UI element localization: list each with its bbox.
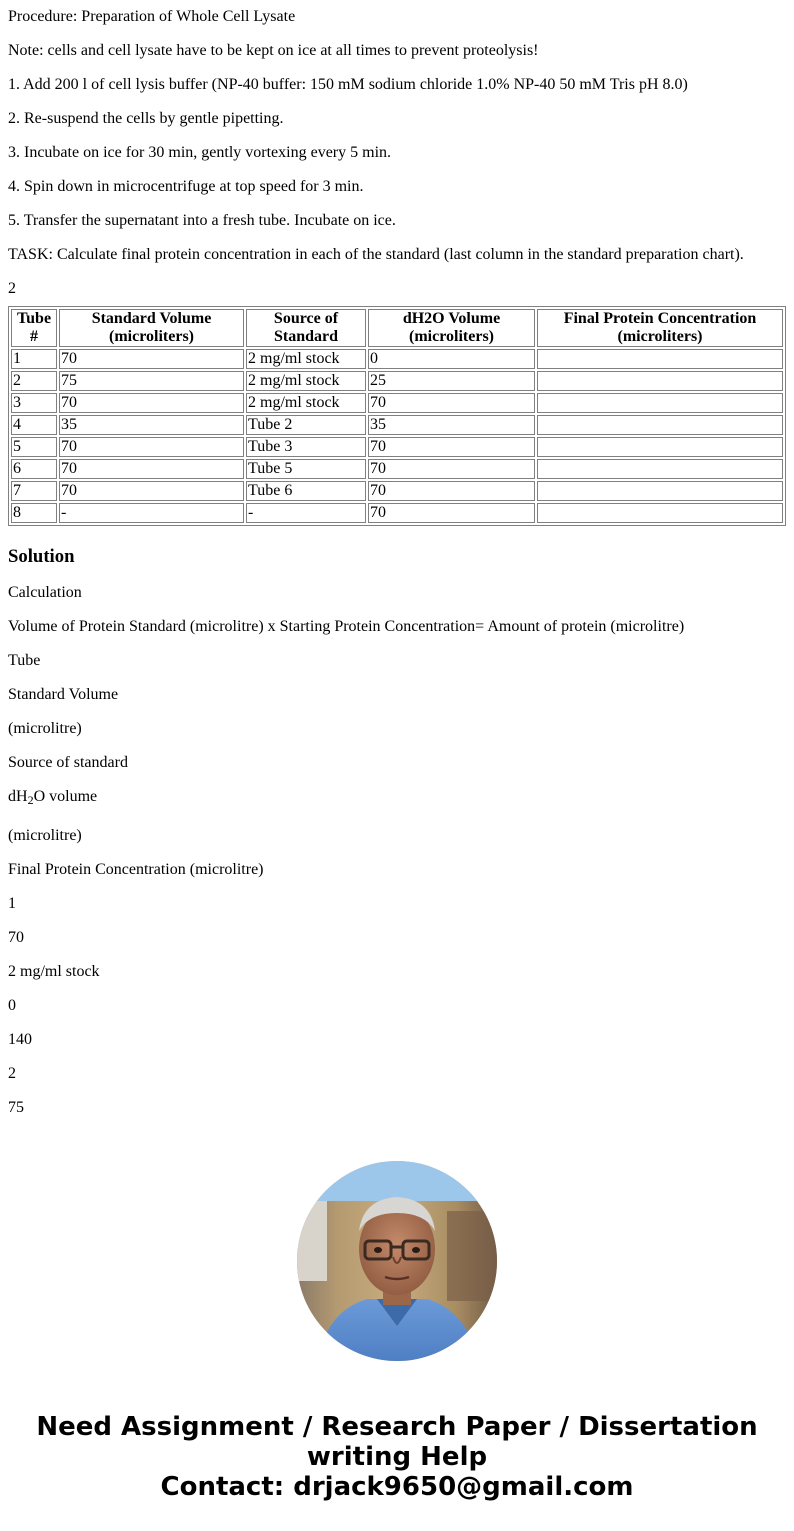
cell-dh2o-volume: 25 bbox=[368, 371, 535, 391]
cell-final-concentration bbox=[537, 371, 783, 391]
cell-source: 2 mg/ml stock bbox=[246, 349, 366, 369]
author-portrait-graphic bbox=[297, 1161, 497, 1361]
solution-col-dh2o-volume bbox=[8, 788, 786, 806]
cell-standard-volume: - bbox=[59, 503, 244, 523]
solution-col-final: Final Protein Concentration (microlitre) bbox=[8, 861, 264, 878]
solution-col-standard-unit: (microlitre) bbox=[8, 720, 82, 737]
cell-source: Tube 6 bbox=[246, 481, 366, 501]
cell-tube: 5 bbox=[11, 437, 57, 457]
table-row bbox=[11, 415, 783, 435]
cell-standard-volume: 70 bbox=[59, 459, 244, 479]
cell-standard-volume: 70 bbox=[59, 481, 244, 501]
solution-value: 75 bbox=[8, 1099, 24, 1116]
cell-final-concentration bbox=[537, 415, 783, 435]
cell-source: Tube 3 bbox=[246, 437, 366, 457]
cell-dh2o-volume: 70 bbox=[368, 393, 535, 413]
solution-value: 2 mg/ml stock bbox=[8, 963, 100, 980]
solution-value: 1 bbox=[8, 895, 16, 912]
cell-tube: 3 bbox=[11, 393, 57, 413]
cell-final-concentration bbox=[537, 459, 783, 479]
procedure-step-5: 5. Transfer the supernatant into a fresh tube. Incubate on ice. bbox=[8, 212, 396, 229]
cell-tube: 6 bbox=[11, 459, 57, 479]
cell-source: Tube 2 bbox=[246, 415, 366, 435]
procedure-step-4: 4. Spin down in microcentrifuge at top speed for 3 min. bbox=[8, 178, 364, 195]
table-row bbox=[11, 349, 783, 369]
procedure-title: Procedure: Preparation of Whole Cell Lysate bbox=[8, 8, 296, 25]
cell-source: 2 mg/ml stock bbox=[246, 393, 366, 413]
cell-standard-volume: 70 bbox=[59, 349, 244, 369]
cell-tube: 7 bbox=[11, 481, 57, 501]
cell-standard-volume: 35 bbox=[59, 415, 244, 435]
cell-tube: 2 bbox=[11, 371, 57, 391]
cell-dh2o-volume: 70 bbox=[368, 459, 535, 479]
table-row bbox=[11, 503, 783, 523]
cell-tube: 1 bbox=[11, 349, 57, 369]
procedure-step-3: 3. Incubate on ice for 30 min, gently vortexing every 5 min. bbox=[8, 144, 392, 161]
header-dh2o-volume: dH2O Volume (microliters) bbox=[368, 309, 535, 347]
table-row bbox=[11, 371, 783, 391]
cell-dh2o-volume: 70 bbox=[368, 437, 535, 457]
solution-col-standard-volume: Standard Volume bbox=[8, 686, 119, 703]
cell-standard-volume: 70 bbox=[59, 437, 244, 457]
promo-line-1: Need Assignment / Research Paper / Dissertation bbox=[36, 1412, 758, 1442]
solution-col-dh2o-unit: (microlitre) bbox=[8, 827, 82, 844]
cell-final-concentration bbox=[537, 481, 783, 501]
cell-standard-volume: 70 bbox=[59, 393, 244, 413]
cell-tube: 4 bbox=[11, 415, 57, 435]
table-header-row bbox=[11, 309, 783, 347]
cell-source: Tube 5 bbox=[246, 459, 366, 479]
author-photo bbox=[297, 1161, 497, 1361]
header-source: Source of Standard bbox=[246, 309, 366, 347]
solution-value: 140 bbox=[8, 1031, 32, 1048]
procedure-step-1: 1. Add 200 l of cell lysis buffer (NP-40 buffer: 150 mM sodium chloride 1.0% NP-40 50 mM Tris pH 8.0) bbox=[8, 76, 688, 93]
solution-col-tube: Tube bbox=[8, 652, 41, 669]
standard-preparation-table bbox=[8, 306, 786, 526]
header-tube: Tube # bbox=[11, 309, 57, 347]
cell-final-concentration bbox=[537, 393, 783, 413]
solution-col-source: Source of standard bbox=[8, 754, 128, 771]
promo-line-2: writing Help bbox=[306, 1442, 488, 1472]
table-row bbox=[11, 437, 783, 457]
promo-banner bbox=[0, 1412, 794, 1502]
calculation-formula: Volume of Protein Standard (microlitre) x Starting Protein Concentration= Amount of protein (microlitre) bbox=[8, 618, 685, 635]
cell-standard-volume: 75 bbox=[59, 371, 244, 391]
header-final-concentration: Final Protein Concentration (microliters) bbox=[537, 309, 783, 347]
table-row bbox=[11, 393, 783, 413]
solution-value: 0 bbox=[8, 997, 16, 1014]
document-body bbox=[0, 8, 794, 1117]
dh2o-subscript: 2 bbox=[27, 793, 34, 807]
procedure-note: Note: cells and cell lysate have to be kept on ice at all times to prevent proteolysis! bbox=[8, 42, 539, 59]
solution-section bbox=[8, 584, 786, 1117]
procedure-step-2: 2. Re-suspend the cells by gentle pipetting. bbox=[8, 110, 284, 127]
task-statement: TASK: Calculate final protein concentration in each of the standard (last column in the standard preparation chart). bbox=[8, 246, 744, 263]
cell-final-concentration bbox=[537, 437, 783, 457]
promo-contact: Contact: drjack9650@gmail.com bbox=[160, 1472, 634, 1502]
cell-dh2o-volume: 70 bbox=[368, 481, 535, 501]
solution-heading: Solution bbox=[8, 546, 75, 567]
calculation-label: Calculation bbox=[8, 584, 82, 601]
cell-dh2o-volume: 0 bbox=[368, 349, 535, 369]
table-row bbox=[11, 481, 783, 501]
header-standard-volume: Standard Volume (microliters) bbox=[59, 309, 244, 347]
cell-final-concentration bbox=[537, 503, 783, 523]
cell-tube: 8 bbox=[11, 503, 57, 523]
solution-value: 70 bbox=[8, 929, 24, 946]
dh2o-prefix: dH bbox=[8, 788, 28, 805]
cell-final-concentration bbox=[537, 349, 783, 369]
cell-source: 2 mg/ml stock bbox=[246, 371, 366, 391]
cell-dh2o-volume: 70 bbox=[368, 503, 535, 523]
procedure-section bbox=[8, 8, 786, 298]
dh2o-suffix: O volume bbox=[33, 788, 98, 805]
cell-source: - bbox=[246, 503, 366, 523]
cell-dh2o-volume: 35 bbox=[368, 415, 535, 435]
page-number: 2 bbox=[8, 280, 16, 297]
table-row bbox=[11, 459, 783, 479]
solution-value: 2 bbox=[8, 1065, 16, 1082]
